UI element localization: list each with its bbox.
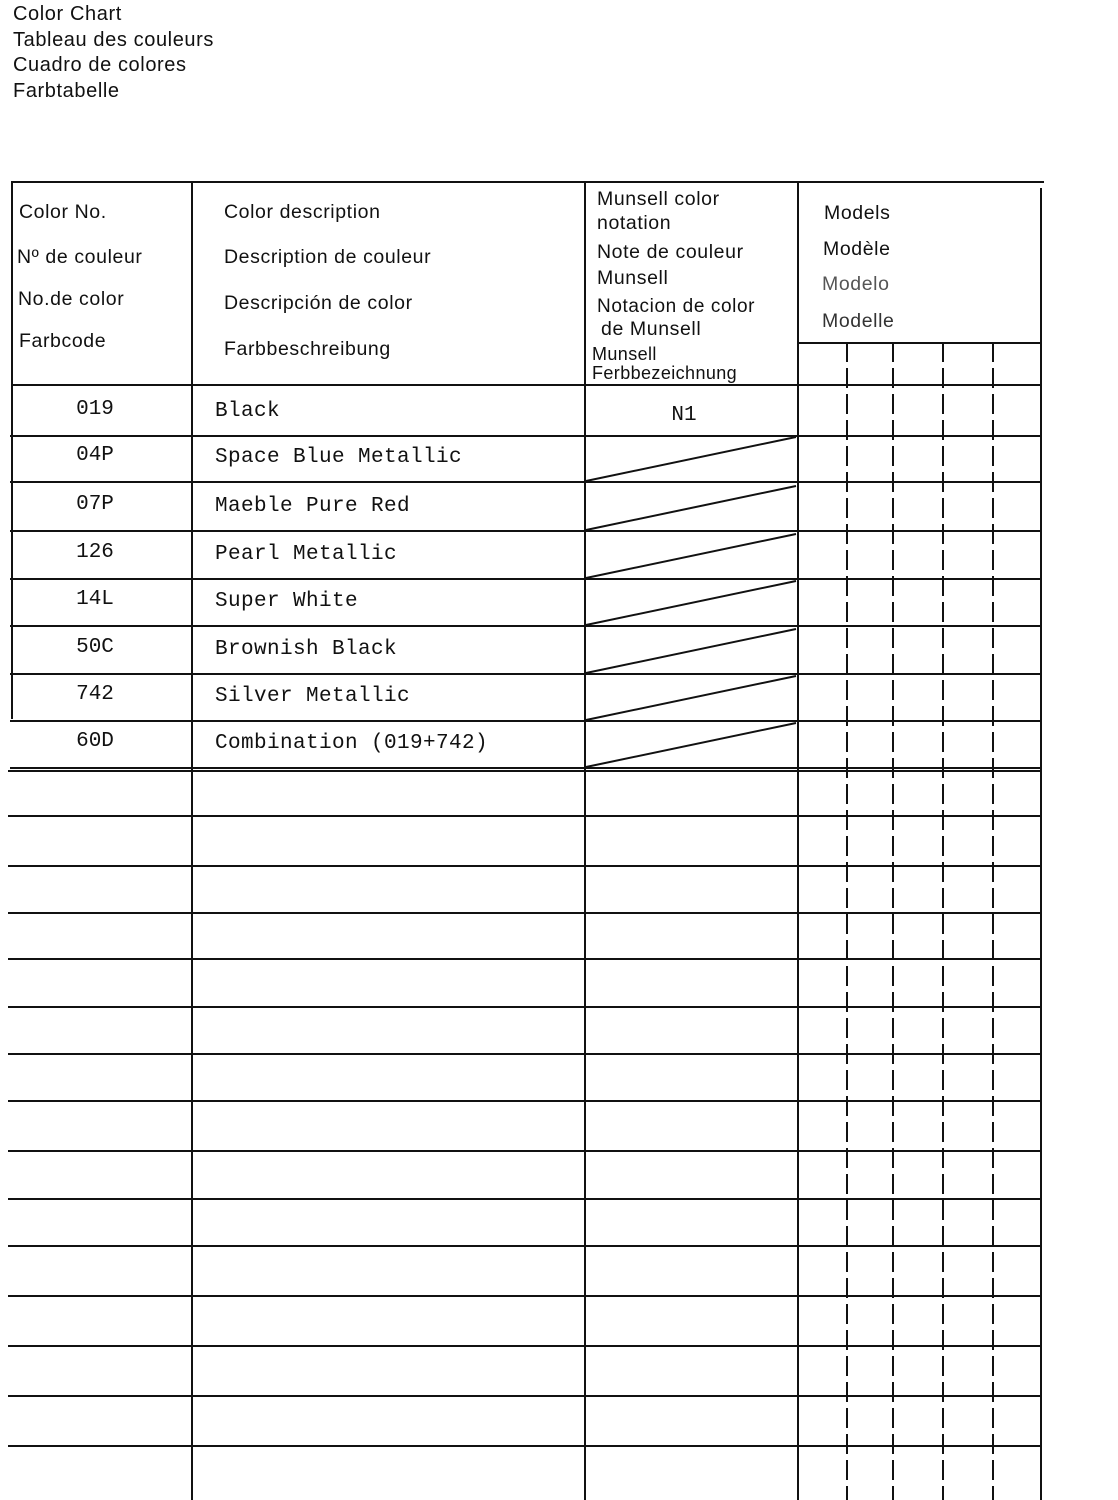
empty-row-divider (8, 1006, 1040, 1008)
color-description-cell: Super White (215, 590, 359, 613)
header-munsell-line: Note de couleur (597, 241, 744, 263)
color-description-cell: Combination (019+742) (215, 732, 489, 755)
model-column-line (846, 342, 848, 1500)
color-description-cell: Space Blue Metallic (215, 446, 463, 469)
header-munsell-line: Ferbbezeichnung (592, 363, 738, 383)
color-description-cell: Maeble Pure Red (215, 495, 411, 518)
header-description-es: Descripción de color (224, 292, 413, 314)
header-munsell-line: Notacion de color (597, 296, 756, 317)
color-number-cell: 742 (76, 683, 114, 706)
color-number-cell: 07P (76, 493, 114, 516)
color-description-cell: Black (215, 400, 281, 423)
empty-row-divider (8, 958, 1040, 960)
header-munsell-line: de Munsell (601, 318, 702, 340)
header-models-de: Modelle (822, 310, 895, 332)
header-munsell-line: Munsell (597, 267, 669, 289)
header-munsell-line: notation (597, 212, 672, 234)
color-number-cell: 04P (76, 444, 114, 467)
header-color-no-es: No.de color (18, 288, 125, 310)
munsell-diagonal-strike (586, 437, 796, 481)
munsell-diagonal-strike (586, 629, 796, 673)
header-description-fr: Description de couleur (224, 246, 432, 268)
table-row-divider (10, 578, 1042, 580)
table-row-divider (10, 435, 1042, 437)
model-column-line (992, 342, 994, 1500)
empty-row-divider (8, 1198, 1040, 1200)
header-description-de: Farbbeschreibung (224, 338, 391, 360)
color-description-cell: Silver Metallic (215, 685, 411, 708)
title-fr: Tableau des couleurs (13, 28, 215, 51)
model-column-line (892, 342, 894, 1500)
empty-row-divider (8, 1395, 1040, 1397)
color-number-cell: 126 (76, 541, 114, 564)
header-color-no-de: Farbcode (19, 330, 107, 352)
munsell-diagonal-strike (586, 581, 796, 625)
color-description-cell: Pearl Metallic (215, 543, 398, 566)
color-description-cell: Brownish Black (215, 638, 398, 661)
empty-row-divider (8, 1245, 1040, 1247)
munsell-diagonal-strike (586, 534, 796, 578)
color-number-cell: 14L (76, 588, 114, 611)
color-number-cell: 019 (76, 398, 114, 421)
munsell-notation-cell: N1 (671, 404, 697, 427)
munsell-diagonal-strike (586, 486, 796, 530)
title-es: Cuadro de colores (13, 54, 187, 76)
model-column-line (942, 342, 944, 1500)
color-no-column-line (191, 181, 193, 1500)
munsell-diagonal-strike (586, 723, 796, 767)
models-subheader-line (798, 342, 1042, 344)
header-munsell-line: Munsell (592, 344, 657, 364)
header-models-en: Models (824, 202, 891, 224)
color-number-cell: 50C (76, 636, 114, 659)
empty-row-divider (8, 1150, 1040, 1152)
munsell-diagonal-strike (586, 676, 796, 720)
table-row-divider (10, 767, 1042, 769)
header-bottom-border (12, 384, 1042, 386)
header-color-no-en: Color No. (19, 201, 107, 223)
header-munsell-line: Munsell color (597, 188, 720, 210)
header-models-fr: Modèle (823, 238, 891, 260)
table-row-divider (10, 530, 1042, 532)
empty-row-divider (8, 770, 1040, 772)
table-row-divider (10, 481, 1042, 483)
header-models-es: Modelo (822, 273, 890, 295)
empty-row-divider (8, 1295, 1040, 1297)
empty-row-divider (8, 1053, 1040, 1055)
table-row-divider (10, 673, 1042, 675)
table-row-divider (10, 720, 1042, 722)
empty-row-divider (8, 1345, 1040, 1347)
empty-row-divider (8, 1100, 1040, 1102)
header-description-en: Color description (224, 201, 381, 223)
table-row-divider (10, 625, 1042, 627)
empty-row-divider (8, 1445, 1040, 1447)
table-top-border (12, 181, 1044, 183)
munsell-column-line (797, 181, 799, 1500)
empty-row-divider (8, 865, 1040, 867)
header-color-no-fr: Nº de couleur (17, 246, 143, 268)
description-column-line (584, 181, 586, 1500)
empty-row-divider (8, 912, 1040, 914)
table-right-border (1040, 188, 1042, 1500)
empty-row-divider (8, 815, 1040, 817)
chart-titles (13, 2, 214, 104)
title-en: Color Chart (13, 3, 122, 25)
title-de: Farbtabelle (13, 79, 120, 102)
color-number-cell: 60D (76, 730, 114, 753)
